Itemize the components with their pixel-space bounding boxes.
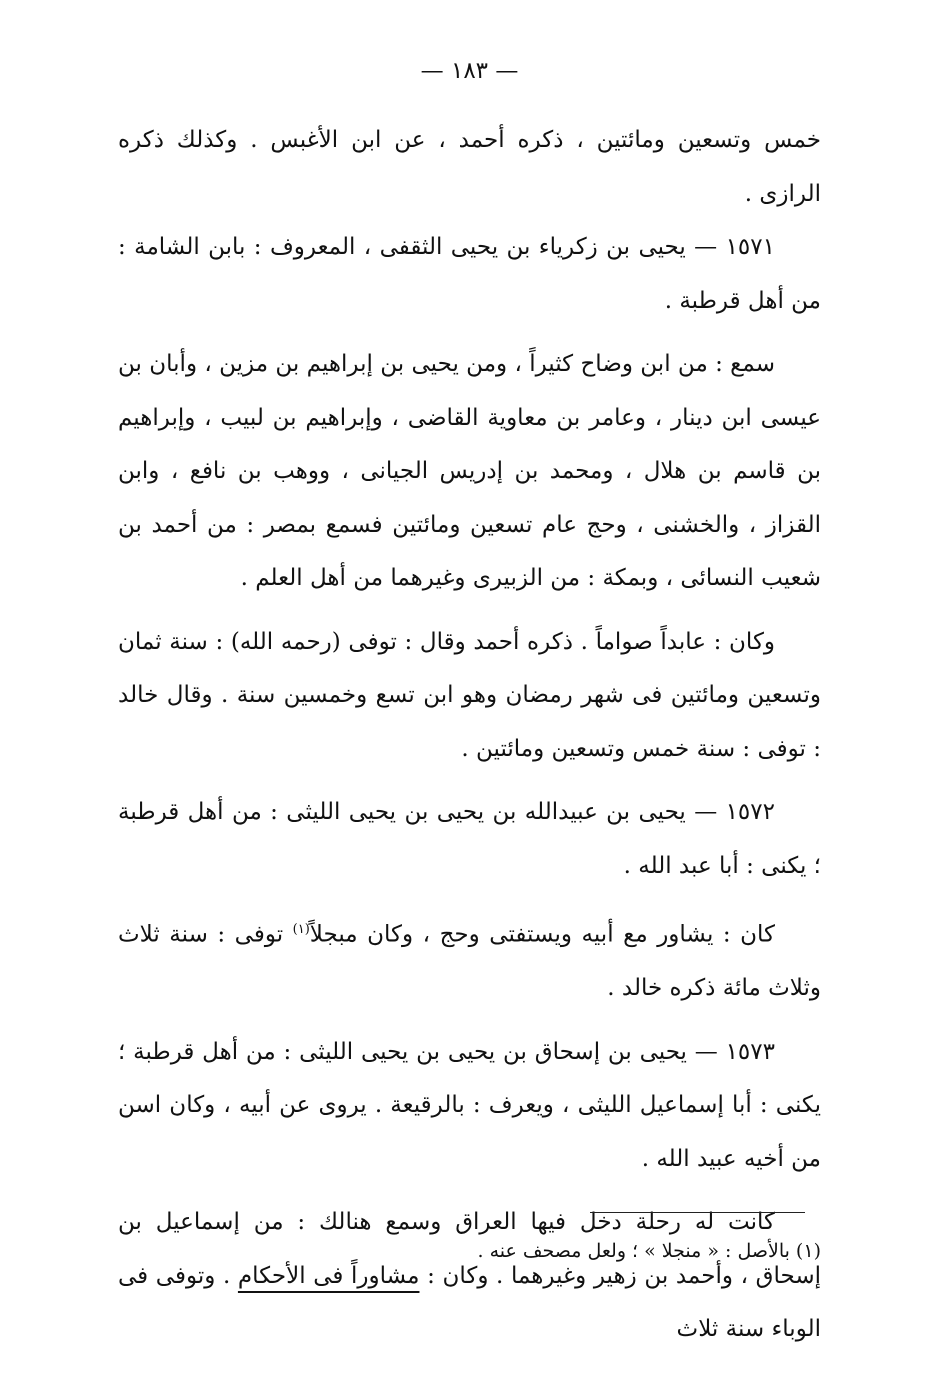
entry-heading-text: — يحيى بن إسحاق بن يحيى بن يحيى الليثى : من أهل قرطبة ؛ يكنى : أبا إسماعيل الليثى ، ويعرف : بالرقيعة . يروى عن أبيه ، وكان اسن من أخيه عبيد الله . bbox=[118, 1038, 821, 1172]
paragraph-text: خمس وتسعين ومائتين ، ذكره أحمد ، عن ابن الأغبس . وكذلك ذكره الرازى . bbox=[118, 127, 821, 207]
footnote-divider bbox=[590, 1212, 805, 1213]
entry-heading-text: — يحيى بن زكرياء بن يحيى الثقفى ، المعروف : بابن الشامة : من أهل قرطبة . bbox=[118, 234, 821, 314]
paragraph-continuation bbox=[118, 114, 821, 221]
entry-number: ١٥٧٣ bbox=[725, 1038, 775, 1065]
paragraph-text: كانت له رحلة دخل فيها العراق وسمع هنالك : من إسماعيل بن إسحاق ، وأحمد بن زهير وغيرهما . وكان : bbox=[118, 1209, 821, 1289]
paragraph-consulted bbox=[118, 903, 821, 1016]
paragraph-journey bbox=[118, 1196, 821, 1357]
paragraph-text: وكان : عابداً صواماً . ذكره أحمد وقال : توفى (رحمه الله) : سنة ثمان وتسعين ومائتين فى شهر رمضان وهو ابن تسع وخمسين سنة . وقال خالد : توفى : سنة خمس وتسعين ومائتين . bbox=[118, 628, 821, 762]
paragraph-teachers bbox=[118, 338, 821, 606]
paragraph-death bbox=[118, 616, 821, 777]
entry-1573 bbox=[118, 1026, 821, 1187]
paragraph-text: . وتوفى فى الوباء سنة ثلاث bbox=[118, 1262, 821, 1343]
main-text bbox=[118, 114, 821, 1357]
entry-number: ١٥٧٢ bbox=[725, 799, 775, 825]
page-number: — ١٨٣ — bbox=[420, 58, 519, 84]
paragraph-text: توفى : سنة ثلاث وثلاث مائة ذكره خالد . bbox=[118, 921, 821, 1002]
entry-number: ١٥٧١ bbox=[725, 234, 775, 260]
underlined-phrase: مشاوراً فى الأحكام bbox=[237, 1262, 420, 1289]
paragraph-text: سمع : من ابن وضاح كثيراً ، ومن يحيى بن إبراهيم بن مزين ، وأبان بن عيسى ابن دينار ، وعامر بن معاوية القاضى ، وإبراهيم بن لبيب ، وإبراهيم بن قاسم بن هلال ، ومحمد بن إدريس الجيانى ، ووهب بن نافع ، وابن القزاز ، والخشنى ، وحج عام تسعين ومائتين فسمع بمصر : من أحمد بن شعيب النسائى ، وبمكة : من الزبيرى وغيرهما من أهل العلم . bbox=[118, 351, 821, 591]
entry-1572 bbox=[118, 786, 821, 893]
paragraph-text: كان : يشاور مع أبيه ويستفتى وحج ، وكان مبجلاً bbox=[309, 921, 775, 948]
footnote-reference: (١) bbox=[292, 922, 310, 937]
entry-heading-text: — يحيى بن عبيدالله بن يحيى بن يحيى الليثى : من أهل قرطبة ؛ يكنى : أبا عبد الله . bbox=[118, 799, 821, 879]
entry-1571 bbox=[118, 221, 821, 328]
footnote: (١) بالأصل : « منجلا » ؛ ولعل مصحف عنه . bbox=[477, 1240, 821, 1262]
